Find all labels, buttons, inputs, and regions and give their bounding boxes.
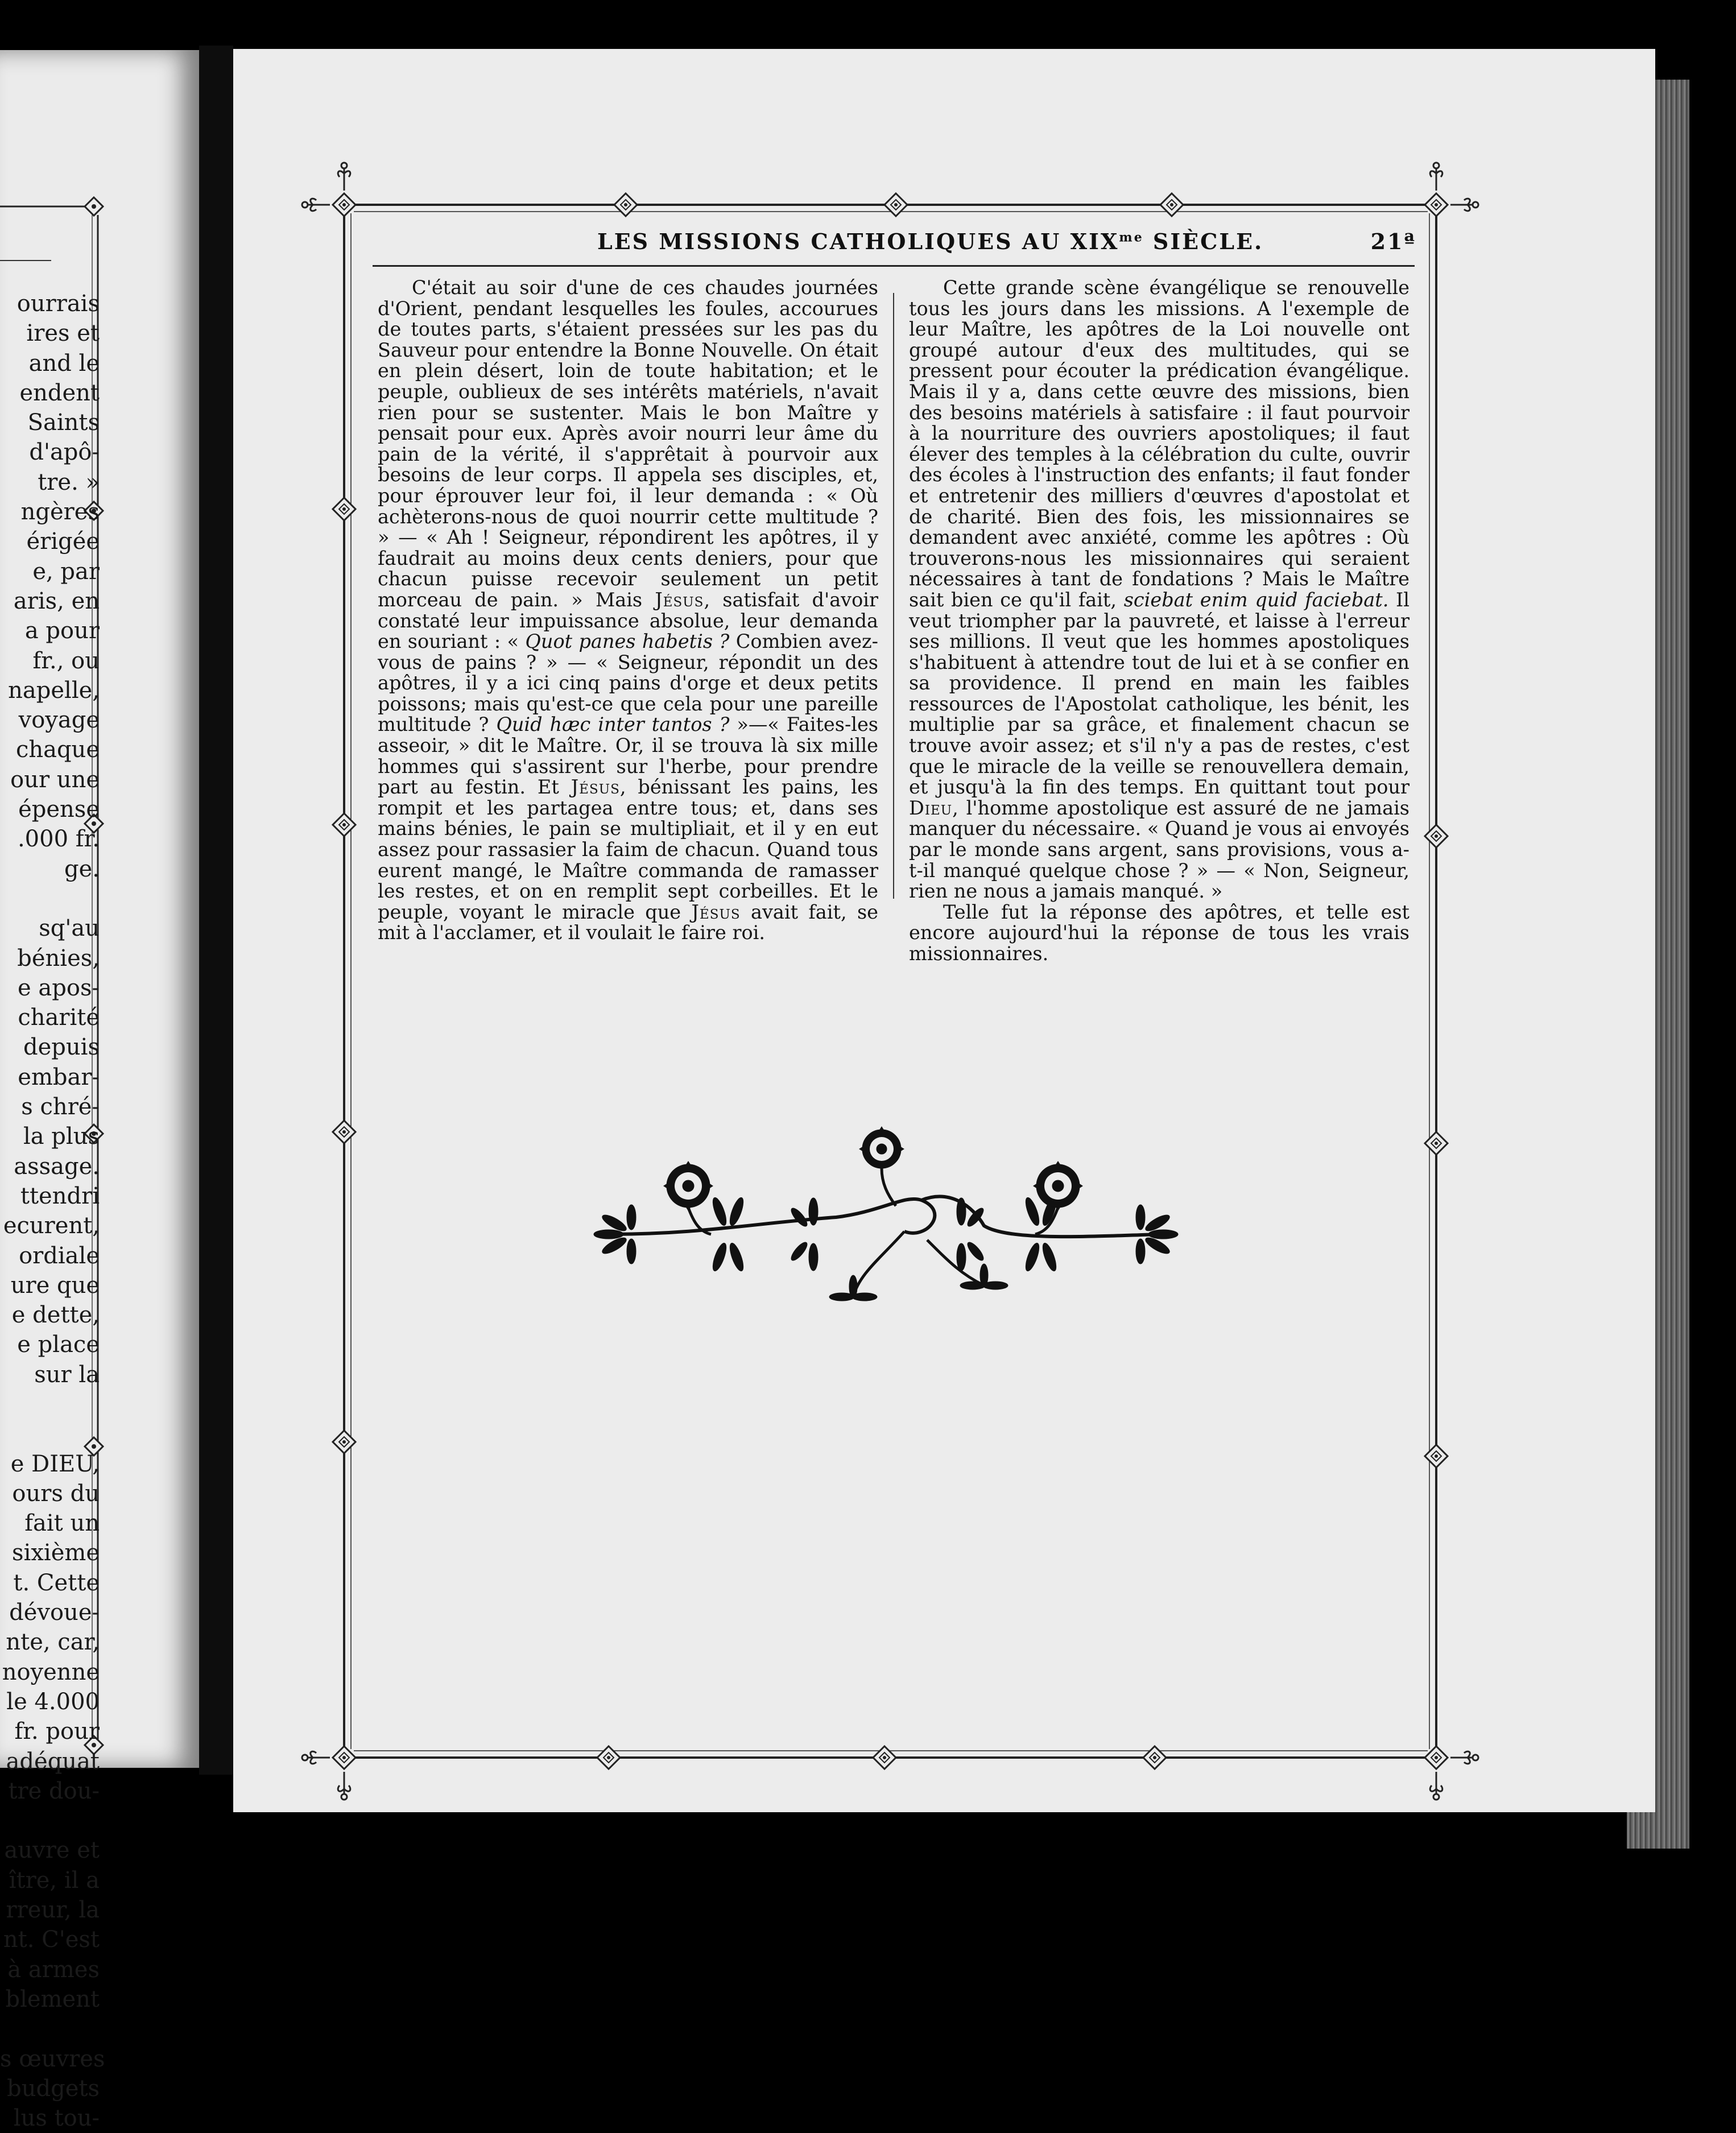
left-page-line: sur la	[34, 1361, 100, 1388]
article-column-right	[909, 278, 1410, 965]
frame-diamond-icon	[1425, 193, 1448, 216]
left-page-line: ourrais	[16, 291, 100, 317]
left-page-line: nt. C'est	[3, 1927, 100, 1953]
left-page-line: aris, en	[13, 588, 100, 614]
frame-diamond-icon	[333, 813, 356, 836]
corner-sprig-icon	[302, 199, 330, 211]
frame-diamond-icon	[614, 193, 637, 216]
paragraph: C'était au soir d'une de ces chaudes journées d'Orient, pendant lesquelles les foules, accourues de toutes parts, s'étaient pressées sur les pas du Sauveur pour entendre la Bonne Nouvelle. On était en plein désert, loin de toute habitation; et le peuple, oublieux de ses intérêts matériels, n'avait rien pour se sustenter. Mais le bon Maître y pensait pour eux. Après avoir nourri leur âme du pain de la vérité, il s'apprêtait à pourvoir aux besoins de leur corps. Il appela ses disciples, et, pour éprouver leur foi, il leur demanda : « Où achèterons-nous de quoi nourrir cette multitude ? » — « Ah ! Seigneur, répondirent les apôtres, il y faudrait au moins deux cents deniers, pour que chacun puisse recevoir seulement un petit morceau de pain. » Mais Jésus, satisfait d'avoir constaté leur impuissance absolue, leur demanda en souriant : « Quot panes habetis ? Combien avez-vous de pains ? » — « Seigneur, répondit un des apôtres, il y a ici cinq pains d'orge et deux petits poissons; mais qu'est-ce que cela pour une pareille multitude ? Quid hæc inter tantos ? »—« Faites-les asseoir, » dit le Maître. Or, il se trouva là six mille hommes qui s'assirent sur l'herbe, pour prendre part au festin. Et Jésus, bénissant les pains, les rompit et les partagea entre tous; et, dans ses mains bénies, le pain se multipliait, et il y en eut assez pour rassasier la faim de chacun. Quand tous eurent mangé, le Maître commanda de ramasser les restes, et on en remplit sept corbeilles. Et le peuple, voyant le miracle que Jésus avait fait, se mit à l'acclamer, et il voulait le faire roi.	[378, 276, 878, 944]
left-page-line: ours du	[12, 1480, 100, 1507]
left-page-line: e dette,	[11, 1302, 100, 1329]
frame-diamond-icon	[1425, 1445, 1448, 1468]
page-number: 21ª	[1370, 229, 1416, 254]
journal-title: LES MISSIONS CATHOLIQUES AU $XIX^{me}$ SIÈCLE.	[597, 229, 1264, 254]
header-rule	[373, 265, 1415, 267]
flower-right-icon	[1033, 1161, 1083, 1211]
left-page-line: and le	[28, 350, 100, 377]
left-page-line: la plus	[23, 1123, 100, 1150]
left-page-line: .000 fr.	[17, 826, 100, 853]
left-page-line: fait un	[24, 1510, 100, 1537]
corner-sprig-icon	[1430, 1772, 1442, 1800]
left-page-line: s chré-	[21, 1094, 100, 1121]
frame-diamond-icon	[1425, 1746, 1448, 1769]
left-page-line: depuis	[23, 1034, 100, 1061]
frame-diamond-icon	[873, 1746, 896, 1769]
left-page-line: Saints	[27, 410, 100, 436]
left-page-line: endent	[19, 379, 100, 406]
left-page-line: épense	[18, 796, 100, 823]
left-page-line: ure que	[10, 1272, 100, 1299]
left-page-line: ître, il a	[9, 1867, 100, 1894]
left-page-line: charité	[18, 1005, 100, 1031]
frame-diamond-icon	[1425, 825, 1448, 848]
frame-diamond-icon	[333, 1746, 356, 1769]
left-page-line: fr., ou	[32, 647, 100, 674]
flower-center-icon	[859, 1126, 904, 1168]
left-page-line: le 4.000	[6, 1688, 100, 1715]
left-page-line: sq'au	[39, 915, 100, 942]
left-page-line: blement	[5, 1986, 100, 2012]
left-page-line: érigée	[26, 528, 100, 555]
left-page-line: rreur, la	[6, 1897, 100, 1924]
column-divider	[893, 293, 894, 899]
frame-diamond-icon	[1160, 193, 1183, 216]
frame-diamond-icon	[333, 1121, 356, 1143]
frame-diamond-icon	[333, 193, 356, 216]
left-page-line: voyage	[18, 707, 100, 734]
left-page-line: nte, car,	[6, 1629, 100, 1656]
corner-sprig-icon	[1430, 163, 1442, 191]
left-page-line: assage.	[14, 1153, 100, 1180]
left-page-line: adéquat	[6, 1748, 100, 1775]
left-page-line: dévoue-	[9, 1599, 100, 1626]
left-page-line: napelle,	[8, 677, 100, 704]
frame-diamond-icon	[1425, 1132, 1448, 1155]
corner-sprig-icon	[302, 1751, 330, 1764]
left-page-line: e, par	[32, 558, 100, 585]
left-page-line: ires et	[26, 320, 100, 347]
left-page-line: embar-	[18, 1064, 100, 1090]
left-page-line: tre. »	[38, 469, 100, 495]
left-page-line: bénies,	[17, 945, 100, 972]
left-page-line: our une	[10, 766, 100, 793]
corner-sprig-icon	[1450, 1751, 1478, 1764]
left-page-line: noyenne	[2, 1659, 100, 1685]
left-page-line: auvre et	[4, 1837, 100, 1864]
frame-diamond-icon	[1143, 1746, 1166, 1769]
left-page-line: sixième	[12, 1540, 100, 1566]
left-page-line: s œuvres	[0, 2045, 105, 2072]
article-column-left	[378, 278, 878, 944]
left-page-line: chaque	[15, 737, 100, 763]
frame-diamond-icon	[333, 1431, 356, 1453]
left-page-line: ge.	[64, 855, 100, 882]
frame-diamond-icon	[597, 1746, 620, 1769]
left-page-line: à armes	[7, 1956, 100, 1983]
left-page-line: e place	[17, 1332, 100, 1358]
left-page-line: ordiale	[19, 1242, 100, 1269]
floral-tailpiece-icon	[586, 1126, 1177, 1320]
left-page-line: tre dou-	[8, 1778, 100, 1804]
left-page-line: e apos-	[18, 974, 100, 1001]
left-page-line: budgets	[7, 2075, 100, 2102]
left-page-line: ecurent,	[3, 1213, 100, 1239]
frame-diamond-icon	[333, 498, 356, 520]
corner-sprig-icon	[1450, 199, 1478, 211]
left-page-line: ttendri	[20, 1183, 100, 1209]
frame-diamond-icon	[884, 193, 907, 216]
paragraph: Telle fut la réponse des apôtres, et telle est encore aujourd'hui la réponse de tous les vrais missionnaires.	[909, 900, 1410, 965]
left-page-line: ngères	[20, 499, 100, 526]
left-page-line: fr. pour	[14, 1718, 100, 1745]
left-page-line: e DIEU,	[10, 1450, 100, 1477]
left-page-line: d'apô-	[29, 439, 100, 466]
corner-sprig-icon	[338, 163, 350, 191]
left-page-line: a pour	[24, 618, 100, 644]
flower-left-icon	[663, 1161, 713, 1211]
paragraph: Cette grande scène évangélique se renouvelle tous les jours dans les missions. A l'exemple de leur Maître, les apôtres de la Loi nouvelle ont groupé autour d'eux des multitudes, qui se pressent pour écouter la prédication évangélique. Mais il y a, dans cette œuvre des missions, bien des besoins matériels à satisfaire : il faut pourvoir à la nourriture des ouvriers apostoliques; il faut élever des temples à la célébration du culte, ouvrir des écoles à l'instruction des enfants; il faut fonder et entretenir des milliers d'œuvres d'apostolat et de charité. Bien des fois, les missionnaires se demandent avec anxiété, comme les apôtres : Où trouverons-nous les missionnaires qui seraient nécessaires à tant de fondations ? Mais le Maître sait bien ce qu'il fait, sciebat enim quid faciebat. Il veut triompher par la pauvreté, et laisse à l'erreur ses millions. Il veut que les hommes apostoliques s'habituent à attendre tout de lui et à se confier en sa providence. Il prend en main les faibles ressources de l'Apostolat catholique, les bénit, les multiplie par sa grâce, et finalement chacun se trouve avoir assez; et s'il n'y a pas de restes, c'est que le miracle de la veille se renouvellera demain, et jusqu'à la fin des temps. En quittant tout pour Dieu, l'homme apostolique est assuré de ne jamais manquer du nécessaire. « Quand je vous ai envoyés par le monde sans argent, sans provisions, vous a-t-il manqué quelque chose ? » — « Non, Seigneur, rien ne nous a jamais manqué. »	[909, 276, 1410, 903]
corner-sprig-icon	[338, 1772, 350, 1800]
left-page-line: lus tou-	[13, 2105, 100, 2132]
left-page-line: t. Cette	[13, 1569, 100, 1596]
